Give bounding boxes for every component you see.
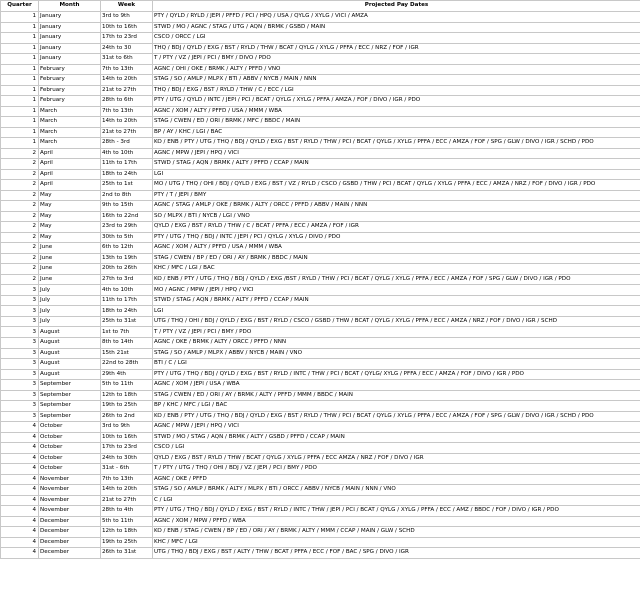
table-row — [1, 316, 640, 327]
week-cell[interactable]: 11th to 17th — [101, 159, 153, 170]
table-row — [1, 443, 640, 454]
table-row — [1, 201, 640, 212]
table-row — [1, 117, 640, 128]
pay-dates-cell[interactable]: PTY / UTG / THQ / BDJ / QYLD / EXG / BST / RYLD / INTC / THW / PCI / BCAT / QYLG/ XYLG / PFFA / ECC / AMZA / FOF / DIVO / IGR / PDO — [153, 369, 640, 380]
pay-dates-cell[interactable]: AGNC / OKE / BRMK / ALTY / ORCC / PFFD / NNN — [153, 337, 640, 348]
week-cell[interactable]: 20th to 26th — [101, 264, 153, 275]
table-row — [1, 285, 640, 296]
pay-dates-cell[interactable]: STAG / SO / AMLP / MLPX / BTI / ABBV / NYCB / MAIN / NNN — [153, 75, 640, 86]
week-cell[interactable]: 31st to 6th — [101, 54, 153, 65]
quarter-cell[interactable]: 2 — [1, 148, 39, 159]
quarter-cell[interactable]: 3 — [1, 348, 39, 359]
month-cell[interactable]: May — [39, 211, 101, 222]
week-cell[interactable]: 5th to 11th — [101, 516, 153, 527]
quarter-cell[interactable]: 3 — [1, 411, 39, 422]
week-cell[interactable]: 12th to 18th — [101, 390, 153, 401]
pay-dates-cell[interactable]: MO / AGNC / MPW / JEPI / HPQ / VICI — [153, 285, 640, 296]
month-cell[interactable]: September — [39, 380, 101, 391]
month-cell[interactable]: August — [39, 369, 101, 380]
month-cell[interactable]: April — [39, 148, 101, 159]
month-cell[interactable]: August — [39, 327, 101, 338]
month-cell[interactable]: April — [39, 180, 101, 191]
quarter-cell[interactable]: 3 — [1, 359, 39, 370]
quarter-cell[interactable]: 1 — [1, 85, 39, 96]
quarter-cell[interactable]: 4 — [1, 537, 39, 548]
pay-dates-cell[interactable]: QYLD / EXG / BST / RYLD / THW / BCAT / QYLG / XYLG / PFFA / ECC AMZA / NRZ / FOF / DIVO / IGR — [153, 453, 640, 464]
table-row — [1, 232, 640, 243]
month-cell[interactable]: March — [39, 117, 101, 128]
week-cell[interactable]: 29th 4th — [101, 369, 153, 380]
month-cell[interactable]: May — [39, 190, 101, 201]
table-row — [1, 54, 640, 65]
table-row — [1, 380, 640, 391]
table-row — [1, 274, 640, 285]
week-cell[interactable]: 25th to 1st — [101, 180, 153, 191]
pay-dates-cell[interactable]: PTY / UTG / THQ / BDJ / INTC / JEPI / PCI / QYLG / XYLG / DIVO / PDO — [153, 232, 640, 243]
table-row — [1, 148, 640, 159]
month-cell[interactable]: March — [39, 138, 101, 149]
table-row — [1, 96, 640, 107]
pay-dates-cell[interactable]: KO / ENB / STAG / CWEN / BP / ED / ORI / AY / BRMK / ALTY / MMM / CCAP / MAIN / GLW / SCHD — [153, 527, 640, 538]
pay-dates-cell[interactable]: AGNC / OKE / PFFD — [153, 474, 640, 485]
week-cell[interactable]: 4th to 10th — [101, 285, 153, 296]
month-cell[interactable]: January — [39, 43, 101, 54]
quarter-cell[interactable]: 3 — [1, 401, 39, 412]
pay-dates-cell[interactable]: BP / KHC / MFC / LGI / BAC — [153, 401, 640, 412]
header-pay-dates[interactable]: Projected Pay Dates — [153, 1, 640, 12]
week-cell[interactable]: 7th to 13th — [101, 106, 153, 117]
month-cell[interactable]: February — [39, 75, 101, 86]
quarter-cell[interactable]: 4 — [1, 432, 39, 443]
month-cell[interactable]: October — [39, 464, 101, 475]
quarter-cell[interactable]: 3 — [1, 316, 39, 327]
week-cell[interactable]: 8th to 14th — [101, 337, 153, 348]
week-cell[interactable]: 3rd to 9th — [101, 12, 153, 23]
month-cell[interactable]: January — [39, 54, 101, 65]
month-cell[interactable]: April — [39, 169, 101, 180]
table-row — [1, 537, 640, 548]
quarter-cell[interactable]: 1 — [1, 12, 39, 23]
table-row — [1, 495, 640, 506]
pay-dates-cell[interactable]: KHC / MFC / LGI / BAC — [153, 264, 640, 275]
table-row — [1, 390, 640, 401]
week-cell[interactable]: 11th to 17th — [101, 295, 153, 306]
table-row — [1, 75, 640, 86]
month-cell[interactable]: May — [39, 222, 101, 233]
quarter-cell[interactable]: 1 — [1, 75, 39, 86]
table-row — [1, 169, 640, 180]
month-cell[interactable]: October — [39, 422, 101, 433]
quarter-cell[interactable]: 3 — [1, 295, 39, 306]
week-cell[interactable]: 14th to 20th — [101, 117, 153, 128]
table-row — [1, 12, 640, 23]
table-row — [1, 337, 640, 348]
week-cell[interactable]: 13th to 19th — [101, 253, 153, 264]
month-cell[interactable]: October — [39, 453, 101, 464]
header-row — [1, 1, 640, 12]
week-cell[interactable]: 9th to 15th — [101, 201, 153, 212]
month-cell[interactable]: June — [39, 264, 101, 275]
quarter-cell[interactable]: 4 — [1, 506, 39, 517]
quarter-cell[interactable]: 4 — [1, 422, 39, 433]
quarter-cell[interactable]: 3 — [1, 327, 39, 338]
table-row — [1, 253, 640, 264]
quarter-cell[interactable]: 1 — [1, 33, 39, 44]
quarter-cell[interactable]: 2 — [1, 274, 39, 285]
week-cell[interactable]: 17th to 23rd — [101, 443, 153, 454]
month-cell[interactable]: February — [39, 85, 101, 96]
table-header — [1, 1, 640, 12]
pay-dates-cell[interactable]: STAG / SO / AMLP / BRMK / ALTY / MLPX / BTI / ORCC / ABBV / NYCB / MAIN / NNN / VNO — [153, 485, 640, 496]
pay-dates-cell[interactable]: SO / MLPX / BTI / NYCB / LGI / VNO — [153, 211, 640, 222]
pay-dates-cell[interactable]: STAG / CWEN / ED / ORI / BRMK / MFC / BBDC / MAIN — [153, 117, 640, 128]
week-cell[interactable]: 1st to 7th — [101, 327, 153, 338]
month-cell[interactable]: September — [39, 411, 101, 422]
pay-dates-cell[interactable]: T / PTY / VZ / JEPI / PCI / BMY / DIVO / PDO — [153, 54, 640, 65]
header-week[interactable]: Week — [101, 1, 153, 12]
table-row — [1, 243, 640, 254]
pay-dates-cell[interactable]: STAG / CWEN / BP / ED / ORI / AY / BRMK / BBDC / MAIN — [153, 253, 640, 264]
month-cell[interactable]: April — [39, 159, 101, 170]
table-row — [1, 506, 640, 517]
pay-dates-cell[interactable]: T / PTY / VZ / JEPI / PCI / BMY / PDO — [153, 327, 640, 338]
month-cell[interactable]: December — [39, 516, 101, 527]
quarter-cell[interactable]: 4 — [1, 548, 39, 559]
quarter-cell[interactable]: 4 — [1, 464, 39, 475]
month-cell[interactable]: August — [39, 359, 101, 370]
month-cell[interactable]: July — [39, 295, 101, 306]
week-cell[interactable]: 4th to 10th — [101, 148, 153, 159]
quarter-cell[interactable]: 2 — [1, 264, 39, 275]
month-cell[interactable]: February — [39, 64, 101, 75]
pay-dates-cell[interactable]: BTI / C / LGI — [153, 359, 640, 370]
month-cell[interactable]: June — [39, 274, 101, 285]
table-row — [1, 180, 640, 191]
quarter-cell[interactable]: 4 — [1, 495, 39, 506]
week-cell[interactable]: 2nd to 8th — [101, 190, 153, 201]
quarter-cell[interactable]: 1 — [1, 43, 39, 54]
quarter-cell[interactable]: 2 — [1, 243, 39, 254]
quarter-cell[interactable]: 2 — [1, 232, 39, 243]
pay-dates-cell[interactable]: KHC / MFC / LGI — [153, 537, 640, 548]
pay-dates-cell[interactable]: STWD / STAG / AQN / BRMK / ALTY / PFFD / CCAP / MAIN — [153, 295, 640, 306]
pay-dates-cell[interactable]: T / PTY / UTG / THQ / OHI / BDJ / VZ / JEPI / PCI / BMY / PDO — [153, 464, 640, 475]
header-quarter[interactable]: Quarter — [1, 1, 39, 12]
quarter-cell[interactable]: 4 — [1, 527, 39, 538]
pay-dates-cell[interactable]: PTY / UTG / QYLD / INTC / JEPI / PCI / BCAT / QYLG / XYLG / PFFA / AMZA / FOF / DIVO / IGR / PDO — [153, 96, 640, 107]
month-cell[interactable]: August — [39, 348, 101, 359]
table-row — [1, 159, 640, 170]
month-cell[interactable]: May — [39, 201, 101, 212]
week-cell[interactable]: 21st to 27th — [101, 495, 153, 506]
week-cell[interactable]: 27th to 3rd — [101, 274, 153, 285]
quarter-cell[interactable]: 2 — [1, 201, 39, 212]
week-cell[interactable]: 28th to 6th — [101, 96, 153, 107]
table-row — [1, 106, 640, 117]
week-cell[interactable]: 14th to 20th — [101, 485, 153, 496]
pay-dates-cell[interactable]: AGNC / XOM / JEPI / USA / WBA — [153, 380, 640, 391]
table-row — [1, 127, 640, 138]
week-cell[interactable]: 10th to 16th — [101, 432, 153, 443]
table-row — [1, 516, 640, 527]
month-cell[interactable]: January — [39, 22, 101, 33]
week-cell[interactable]: 5th to 11th — [101, 380, 153, 391]
table-row — [1, 295, 640, 306]
week-cell[interactable]: 28th to 4th — [101, 506, 153, 517]
week-cell[interactable]: 14th to 20th — [101, 75, 153, 86]
table-row — [1, 33, 640, 44]
week-cell[interactable]: 31st - 6th — [101, 464, 153, 475]
quarter-cell[interactable]: 1 — [1, 64, 39, 75]
pay-dates-cell[interactable]: STWD / MO / STAG / AQN / BRMK / ALTY / GSBD / PFFD / CCAP / MAIN — [153, 432, 640, 443]
pay-dates-cell[interactable]: LGI — [153, 306, 640, 317]
week-cell[interactable]: 21st to 27th — [101, 85, 153, 96]
pay-dates-cell[interactable]: THQ / BDJ / QYLD / EXG / BST / RYLD / THW / BCAT / QYLG / XYLG / PFFA / ECC / NRZ / FOF / IGR — [153, 43, 640, 54]
quarter-cell[interactable]: 1 — [1, 106, 39, 117]
table-row — [1, 401, 640, 412]
table-row — [1, 485, 640, 496]
month-cell[interactable]: December — [39, 548, 101, 559]
pay-dates-cell[interactable]: KO / ENB / PTY / UTG / THQ / BDJ / QYLD / EXG / BST / RYLD / THW / PCI / BCAT / QYLG / XYLG / PFFA / ECC / AMZA / FOF / SPG / GLW / DIVO / IGR / SCHD / PDO — [153, 138, 640, 149]
table-row — [1, 22, 640, 33]
pay-dates-cell[interactable]: C / LGI — [153, 495, 640, 506]
week-cell[interactable]: 23rd to 29th — [101, 222, 153, 233]
week-cell[interactable]: 10th to 16th — [101, 22, 153, 33]
table-row — [1, 548, 640, 559]
table-row — [1, 211, 640, 222]
table-row — [1, 348, 640, 359]
table-row — [1, 306, 640, 317]
table-row — [1, 327, 640, 338]
week-cell[interactable]: 19th to 25th — [101, 401, 153, 412]
quarter-cell[interactable]: 2 — [1, 190, 39, 201]
pay-dates-cell[interactable]: UTG / THQ / OHI / BDJ / QYLD / EXG / BST / RYLD / CSCO / GSBD / THW / BCAT / QYLG / XYLG / PFFA / ECC / AMZA / NRZ / FOF / DIVO / IGR / SCHD — [153, 316, 640, 327]
month-cell[interactable]: September — [39, 390, 101, 401]
quarter-cell[interactable]: 3 — [1, 369, 39, 380]
quarter-cell[interactable]: 3 — [1, 306, 39, 317]
pay-dates-cell[interactable]: QYLD / EXG / BST / RYLD / THW / C / BCAT / PFFA / ECC / AMZA / FOF / IGR — [153, 222, 640, 233]
pay-dates-cell[interactable]: AGNC / MPW / JEPI / HPQ / VICI — [153, 422, 640, 433]
pay-dates-cell[interactable]: PTY / T / JEPI / BMY — [153, 190, 640, 201]
quarter-cell[interactable]: 4 — [1, 453, 39, 464]
table-row — [1, 432, 640, 443]
month-cell[interactable]: December — [39, 527, 101, 538]
quarter-cell[interactable]: 1 — [1, 117, 39, 128]
pay-dates-cell[interactable]: AGNC / XOM / ALTY / PFFD / USA / MMM / WBA — [153, 106, 640, 117]
table-body — [1, 12, 640, 559]
table-row — [1, 453, 640, 464]
pay-dates-cell[interactable]: AGNC / STAG / AMLP / OKE / BRMK / ALTY / ORCC / PFFD / ABBV / MAIN / NNN — [153, 201, 640, 212]
month-cell[interactable]: March — [39, 106, 101, 117]
week-cell[interactable]: 17th to 23rd — [101, 33, 153, 44]
table-row — [1, 222, 640, 233]
header-month[interactable]: Month — [39, 1, 101, 12]
pay-dates-cell[interactable]: PTY / QYLD / RYLD / JEPI / PFFD / PCI / HPQ / USA / QYLG / XYLG / VICI / AMZA — [153, 12, 640, 23]
quarter-cell[interactable]: 1 — [1, 96, 39, 107]
week-cell[interactable]: 12th to 18th — [101, 527, 153, 538]
week-cell[interactable]: 19th to 25th — [101, 537, 153, 548]
quarter-cell[interactable]: 2 — [1, 180, 39, 191]
quarter-cell[interactable]: 4 — [1, 516, 39, 527]
table-row — [1, 464, 640, 475]
month-cell[interactable]: July — [39, 316, 101, 327]
pay-dates-cell[interactable]: KO / ENB / PTY / UTG / THQ / BDJ / QYLD / EXG / BST / RYLD / THW / PCI / BCAT / QYLG / XYLG / PFFA / ECC / AMZA / FOF / SPG / GLW / DIVO / IGR / SCHD / PDO — [153, 411, 640, 422]
month-cell[interactable]: June — [39, 243, 101, 254]
quarter-cell[interactable]: 1 — [1, 127, 39, 138]
quarter-cell[interactable]: 1 — [1, 22, 39, 33]
quarter-cell[interactable]: 2 — [1, 211, 39, 222]
week-cell[interactable]: 26th to 2nd — [101, 411, 153, 422]
month-cell[interactable]: February — [39, 96, 101, 107]
quarter-cell[interactable]: 4 — [1, 474, 39, 485]
quarter-cell[interactable]: 1 — [1, 54, 39, 65]
month-cell[interactable]: November — [39, 485, 101, 496]
quarter-cell[interactable]: 3 — [1, 390, 39, 401]
pay-dates-cell[interactable]: CSCO / LGI — [153, 443, 640, 454]
table-row — [1, 138, 640, 149]
quarter-cell[interactable]: 2 — [1, 169, 39, 180]
pay-dates-cell[interactable]: LGI — [153, 169, 640, 180]
table-row — [1, 64, 640, 75]
pay-dates-cell[interactable]: THQ / BDJ / EXG / BST / RYLD / THW / C / ECC / LGI — [153, 85, 640, 96]
month-cell[interactable]: March — [39, 127, 101, 138]
week-cell[interactable]: 30th to 5th — [101, 232, 153, 243]
pay-dates-cell[interactable]: AGNC / XOM / ALTY / PFFD / USA / MMM / WBA — [153, 243, 640, 254]
quarter-cell[interactable]: 3 — [1, 337, 39, 348]
week-cell[interactable]: 28th - 3rd — [101, 138, 153, 149]
week-cell[interactable]: 3rd to 9th — [101, 422, 153, 433]
week-cell[interactable]: 6th to 12th — [101, 243, 153, 254]
quarter-cell[interactable]: 2 — [1, 253, 39, 264]
month-cell[interactable]: November — [39, 506, 101, 517]
pay-dates-cell[interactable]: UTG / THQ / BDJ / EXG / BST / ALTY / THW / BCAT / PFFA / ECC / FOF / BAC / SPG / DIVO / IGR — [153, 548, 640, 559]
month-cell[interactable]: June — [39, 253, 101, 264]
week-cell[interactable]: 7th to 13th — [101, 474, 153, 485]
pay-dates-cell[interactable]: PTY / UTG / THQ / BDJ / QYLD / EXG / BST / RYLD / INTC / THW / JEPI / PCI / BCAT / QYLG / XYLG / PFFA / ECC / AMZ / BBDC / FOF / DIVO / IGR / PDO — [153, 506, 640, 517]
table-row — [1, 190, 640, 201]
table-row — [1, 411, 640, 422]
pay-dates-cell[interactable]: AGNC / MPW / JEPI / HPQ / VICI — [153, 148, 640, 159]
month-cell[interactable]: August — [39, 337, 101, 348]
month-cell[interactable]: November — [39, 495, 101, 506]
week-cell[interactable]: 16th to 22nd — [101, 211, 153, 222]
quarter-cell[interactable]: 4 — [1, 485, 39, 496]
week-cell[interactable]: 7th to 13th — [101, 64, 153, 75]
month-cell[interactable]: July — [39, 285, 101, 296]
month-cell[interactable]: July — [39, 306, 101, 317]
week-cell[interactable]: 22nd to 28th — [101, 359, 153, 370]
quarter-cell[interactable]: 3 — [1, 380, 39, 391]
month-cell[interactable]: November — [39, 474, 101, 485]
week-cell[interactable]: 26th to 31st — [101, 548, 153, 559]
month-cell[interactable]: October — [39, 443, 101, 454]
week-cell[interactable]: 24th to 30 — [101, 43, 153, 54]
month-cell[interactable]: January — [39, 12, 101, 23]
month-cell[interactable]: December — [39, 537, 101, 548]
table-row — [1, 359, 640, 370]
pay-dates-cell[interactable]: BP / AY / KHC / LGI / BAC — [153, 127, 640, 138]
week-cell[interactable]: 25th to 31st — [101, 316, 153, 327]
month-cell[interactable]: October — [39, 432, 101, 443]
table-row — [1, 527, 640, 538]
table-row — [1, 264, 640, 275]
month-cell[interactable]: January — [39, 33, 101, 44]
week-cell[interactable]: 18th to 24th — [101, 306, 153, 317]
quarter-cell[interactable]: 3 — [1, 285, 39, 296]
week-cell[interactable]: 18th to 24th — [101, 169, 153, 180]
pay-dates-cell[interactable]: STWD / MO / AGNC / STAG / UTG / AQN / BRMK / GSBD / MAIN — [153, 22, 640, 33]
quarter-cell[interactable]: 1 — [1, 138, 39, 149]
pay-dates-cell[interactable]: STAG / SO / AMLP / MLPX / ABBV / NYCB / MAIN / VNO — [153, 348, 640, 359]
table-row — [1, 369, 640, 380]
week-cell[interactable]: 15th 21st — [101, 348, 153, 359]
pay-dates-cell[interactable]: MO / UTG / THQ / OHI / BDJ / QYLD / EXG / BST / VZ / RYLD / CSCO / GSBD / THW / PCI / BCAT / QYLG / XYLG / PFFA / ECC / AMZA / NRZ / FOF / DIVO / IGR / PDO — [153, 180, 640, 191]
week-cell[interactable]: 21st to 27th — [101, 127, 153, 138]
pay-dates-cell[interactable]: AGNC / OHI / OKE / BRMK / ALTY / PFFD / VNO — [153, 64, 640, 75]
pay-dates-cell[interactable]: CSCO / ORCC / LGI — [153, 33, 640, 44]
quarter-cell[interactable]: 4 — [1, 443, 39, 454]
pay-dates-cell[interactable]: STWD / STAG / AQN / BRMK / ALTY / PFFD / CCAP / MAIN — [153, 159, 640, 170]
table-row — [1, 85, 640, 96]
week-cell[interactable]: 24th to 30th — [101, 453, 153, 464]
month-cell[interactable]: September — [39, 401, 101, 412]
pay-dates-cell[interactable]: STAG / CWEN / ED / ORI / AY / BRMK / ALTY / PFFD / MMM / BBDC / MAIN — [153, 390, 640, 401]
pay-dates-cell[interactable]: KO / ENB / PTY / UTG / THQ / BDJ / QYLD / EXG /BST / RYLD / THW / PCI / BCAT / QYLG / XYLG / PFFA / ECC / AMZA / FOF / SPG / GLW / DIVO / IGR / PDO — [153, 274, 640, 285]
pay-dates-cell[interactable]: AGNC / XOM / MPW / PFFD / WBA — [153, 516, 640, 527]
table-row — [1, 422, 640, 433]
quarter-cell[interactable]: 2 — [1, 159, 39, 170]
table-row — [1, 43, 640, 54]
month-cell[interactable]: May — [39, 232, 101, 243]
table-row — [1, 474, 640, 485]
quarter-cell[interactable]: 2 — [1, 222, 39, 233]
